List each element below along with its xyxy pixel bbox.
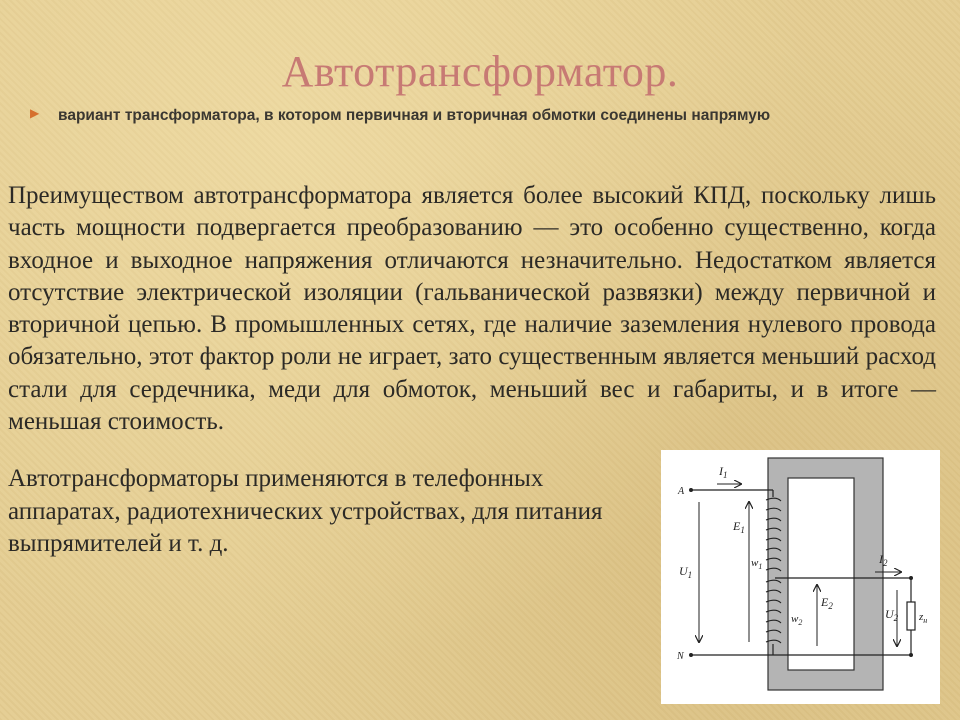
w2-label: $w_2$ bbox=[791, 613, 803, 627]
node-a-label: A bbox=[678, 486, 685, 497]
slide-title: Автотрансформатор. bbox=[281, 47, 679, 96]
u2-label: $U_2$ bbox=[885, 607, 899, 623]
definition-bullet bbox=[30, 103, 860, 128]
u1-label: $U_1$ bbox=[679, 564, 693, 580]
definition-text: вариант трансформатора, в котором первичная и вторичная обмотки соединены напрямую bbox=[58, 107, 771, 124]
e2-label: $E_2$ bbox=[821, 595, 833, 611]
applications-paragraph: Автотрансформаторы применяются в телефонных аппаратах, радиотехнических устройствах, для питания выпрямителей и т. д. bbox=[8, 465, 603, 557]
node-n-label: N bbox=[677, 651, 684, 662]
advantages-paragraph: Преимуществом автотрансформатора является более высокий КПД, поскольку лишь часть мощности подвергается преобразованию — это особенно существенно, когда входное и выходное напряжения отличаются незначительно. Недостатком является отсутствие электрической изоляции (гальванической развязки) между первичной и вторичной цепью. В промышленных сетях, где наличие заземления нулевого провода обязательно, этот фактор роли не играет, зато существенным является меньший расход стали для сердечника, меди для обмоток, меньший вес и габариты, и в итоге — меньшая стоимость. bbox=[8, 182, 936, 436]
load-resistor bbox=[907, 602, 915, 630]
i2-label: $I_2$ bbox=[879, 552, 888, 568]
core-window bbox=[788, 478, 854, 670]
load-label: $z_н$ bbox=[919, 611, 928, 625]
i1-label: $I_1$ bbox=[719, 464, 728, 480]
orange-bullet-icon: ▶ bbox=[30, 106, 40, 120]
circuit-schematic bbox=[661, 450, 940, 704]
autotransformer-diagram bbox=[661, 450, 940, 704]
e1-label: $E_1$ bbox=[733, 519, 745, 535]
w1-label: $w_1$ bbox=[751, 557, 763, 571]
